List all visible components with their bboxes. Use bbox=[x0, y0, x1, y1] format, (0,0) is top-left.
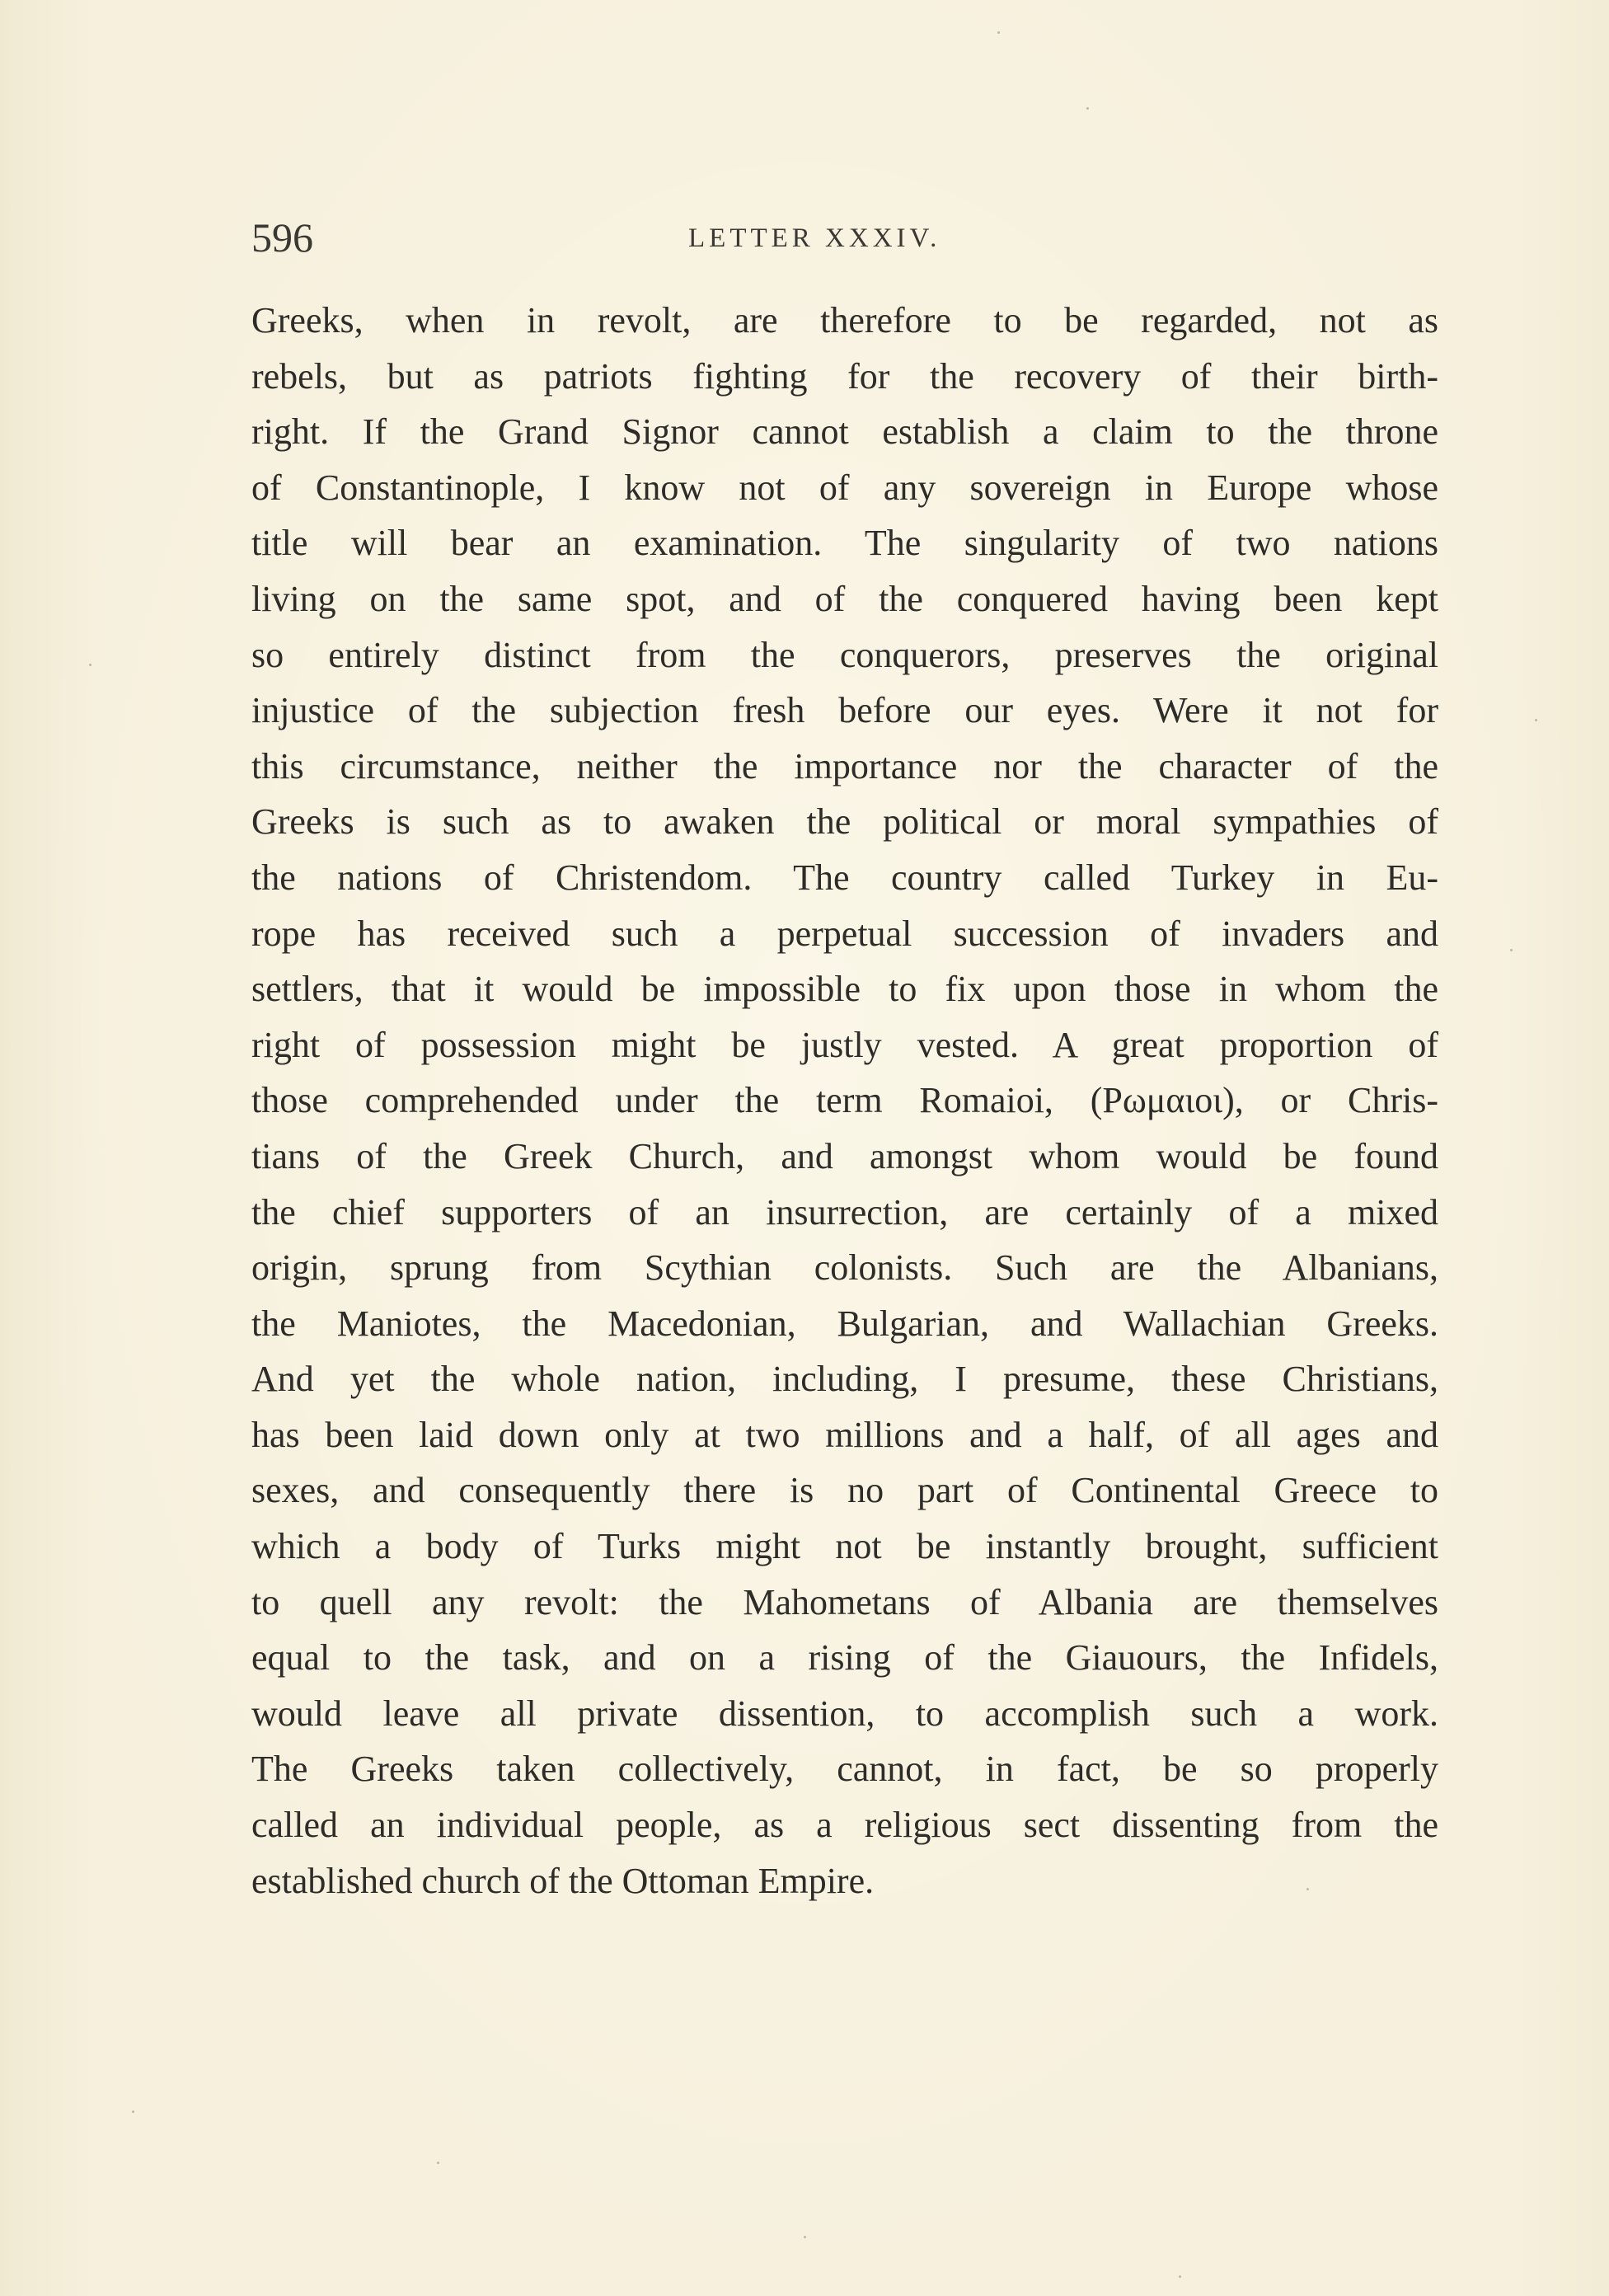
paper-speck bbox=[89, 664, 91, 666]
text-line: so entirely distinct from the conquerors, preserves the original bbox=[251, 634, 1438, 675]
text-line: this circumstance, neither the importance nor the character of the bbox=[251, 745, 1438, 786]
page-header bbox=[251, 213, 1438, 262]
text-line: origin, sprung from Scythian colonists. Such are the Albanians, bbox=[251, 1247, 1438, 1289]
text-line: those comprehended under the term Romaioi, (Ρωμαιοι), or Chris- bbox=[251, 1080, 1438, 1121]
text-line: The Greeks taken collectively, cannot, in fact, be so properly bbox=[251, 1749, 1438, 1790]
text-line: And yet the whole nation, including, I presume, these Christians, bbox=[251, 1359, 1438, 1400]
text-line: the chief supporters of an insurrection, are certainly of a mixed bbox=[251, 1191, 1438, 1233]
body-text bbox=[251, 293, 1438, 1909]
paper-speck bbox=[1510, 949, 1513, 951]
paper-speck bbox=[1086, 107, 1089, 110]
text-line: sexes, and consequently there is no part of Continental Greece to bbox=[251, 1470, 1438, 1511]
text-line: tians of the Greek Church, and amongst whom would be found bbox=[251, 1135, 1438, 1176]
paper-speck bbox=[997, 31, 1000, 34]
text-line: right. If the Grand Signor cannot establish a claim to the throne bbox=[251, 411, 1438, 453]
text-line: equal to the task, and on a rising of the Giauours, the Infidels, bbox=[251, 1637, 1438, 1679]
text-line: living on the same spot, and of the conquered having been kept bbox=[251, 578, 1438, 619]
text-line: called an individual people, as a religious sect dissenting from the bbox=[251, 1805, 1438, 1846]
running-head: LETTER XXXIV. bbox=[688, 223, 941, 253]
text-line: rebels, but as patriots fighting for the recovery of their birth- bbox=[251, 355, 1438, 397]
text-line: would leave all private dissention, to accomplish such a work. bbox=[251, 1693, 1438, 1734]
text-line-last: established church of the Ottoman Empire. bbox=[251, 1860, 875, 1901]
text-line: right of possession might be justly vested. A great proportion of bbox=[251, 1024, 1438, 1065]
text-line: rope has received such a perpetual succession of invaders and bbox=[251, 913, 1438, 954]
text-line: settlers, that it would be impossible to fix upon those in whom the bbox=[251, 969, 1438, 1010]
text-line: title will bear an examination. The singularity of two nations bbox=[251, 523, 1438, 564]
text-line: Greeks, when in revolt, are therefore to be regarded, not as bbox=[251, 300, 1438, 340]
text-line: injustice of the subjection fresh before our eyes. Were it not for bbox=[251, 690, 1438, 731]
paper-speck bbox=[437, 2162, 439, 2164]
text-line: which a body of Turks might not be instantly brought, sufficient bbox=[251, 1526, 1438, 1567]
text-line: of Constantinople, I know not of any sovereign in Europe whose bbox=[251, 467, 1438, 508]
paper-speck bbox=[132, 2111, 134, 2113]
paper-speck bbox=[1179, 2275, 1181, 2278]
page-number: 596 bbox=[251, 214, 313, 261]
paper-speck bbox=[1535, 719, 1537, 721]
text-line: the nations of Christendom. The country called Turkey in Eu- bbox=[251, 857, 1438, 898]
paper-speck bbox=[804, 2236, 806, 2238]
text-line: Greeks is such as to awaken the political or moral sympathies of bbox=[251, 801, 1438, 843]
text-line: has been laid down only at two millions and a half, of all ages and bbox=[251, 1414, 1438, 1455]
text-line: the Maniotes, the Macedonian, Bulgarian, and Wallachian Greeks. bbox=[251, 1303, 1438, 1344]
text-line: to quell any revolt: the Mahometans of Albania are themselves bbox=[251, 1581, 1438, 1622]
paper-speck bbox=[1306, 1888, 1309, 1890]
